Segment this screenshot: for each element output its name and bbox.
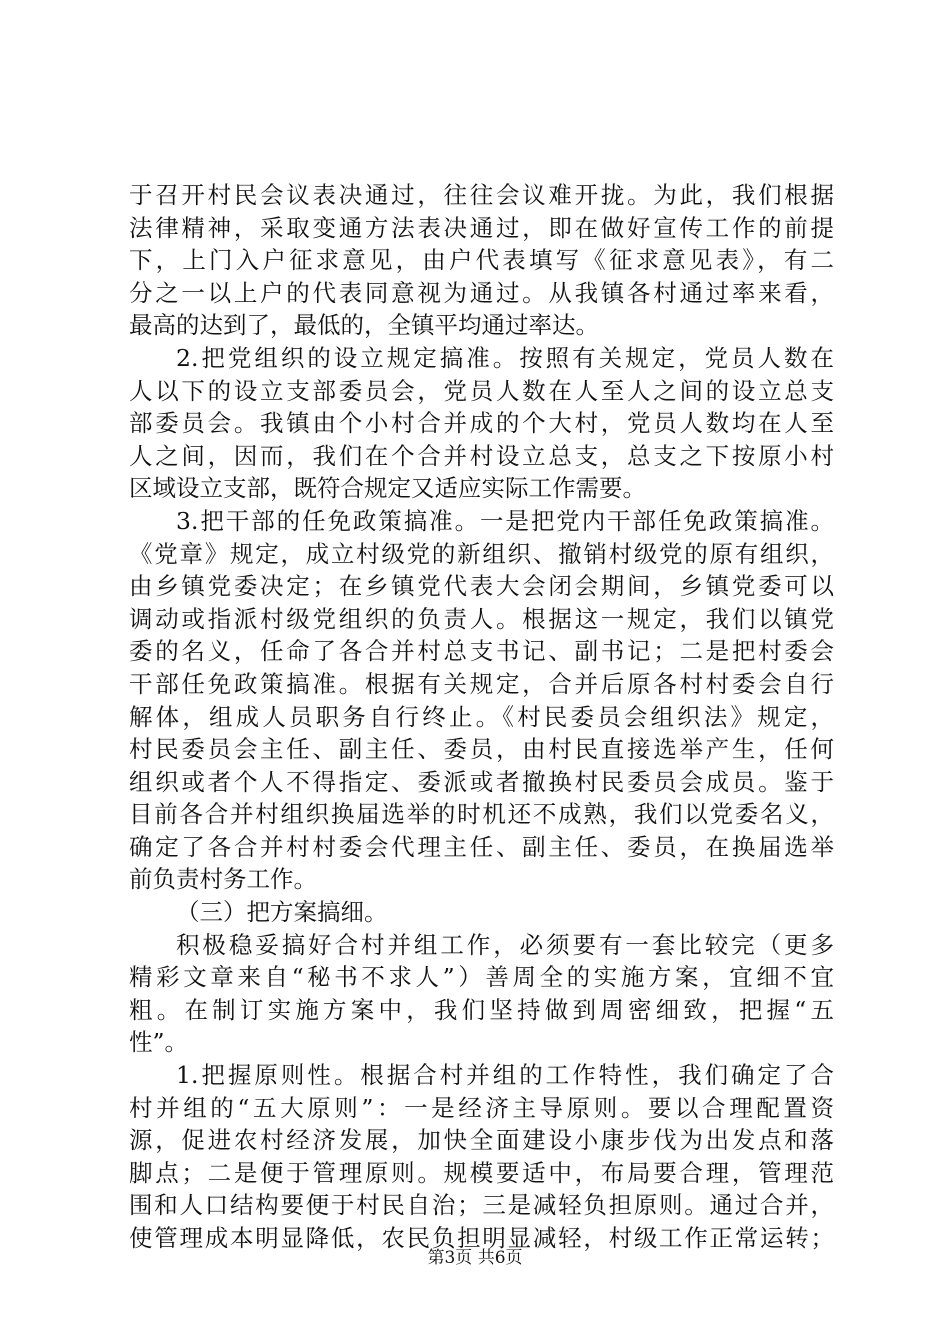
- text-line: 干部任免政策搞准。根据有关规定，合并后原各村村委会自行: [129, 669, 834, 698]
- page-footer: 第3页 共6页: [427, 1248, 523, 1268]
- text-line: 粗。在制订实施方案中，我们坚持做到周密细致，把握“五: [129, 995, 834, 1024]
- text-line: 目前各合并村组织换届选举的时机还不成熟，我们以党委名义，: [129, 800, 834, 829]
- text-line: 分之一以上户的代表同意视为通过。从我镇各村通过率来看，: [129, 278, 834, 307]
- text-line: 下，上门入户征求意见，由户代表填写《征求意见表》，有二: [129, 246, 834, 275]
- text-line: 由乡镇党委决定；在乡镇党代表大会闭会期间，乡镇党委可以: [129, 572, 834, 601]
- text-line: 使管理成本明显降低，农民负担明显减轻，村级工作正常运转；: [129, 1224, 834, 1252]
- text-line: 《党章》规定，成立村级党的新组织、撤销村级党的原有组织，: [129, 539, 834, 568]
- text-line: 确定了各合并村村委会代理主任、副主任、委员，在换届选举: [129, 832, 834, 861]
- text-line: 源，促进农村经济发展，加快全面建设小康步伐为出发点和落: [129, 1126, 834, 1155]
- text-line: 精彩文章来自“秘书不求人”）善周全的实施方案，宜细不宜: [129, 963, 834, 992]
- text-line: 脚点；二是便于管理原则。规模要适中，布局要合理，管理范: [129, 1158, 834, 1187]
- text-line: 村并组的“五大原则”：一是经济主导原则。要以合理配置资: [129, 1093, 834, 1122]
- text-line: 解体，组成人员职务自行终止。《村民委员会组织法》规定，: [129, 702, 834, 731]
- text-line: 人以下的设立支部委员会，党员人数在人至人之间的设立总支: [129, 376, 834, 405]
- text-line: 村民委员会主任、副主任、委员，由村民直接选举产生，任何: [129, 735, 834, 764]
- text-line: 调动或指派村级党组织的负责人。根据这一规定，我们以镇党: [129, 604, 834, 633]
- text-line: 最高的达到了，最低的，全镇平均通过率达。: [129, 311, 599, 340]
- section-heading: （三）把方案搞细。: [176, 898, 388, 927]
- text-line: 于召开村民会议表决通过，往往会议难开拢。为此，我们根据: [129, 181, 834, 209]
- text-line: 3.把干部的任免政策搞准。一是把党内干部任免政策搞准。: [176, 506, 834, 535]
- text-line: 组织或者个人不得指定、委派或者撤换村民委员会成员。鉴于: [129, 767, 834, 796]
- text-line: 部委员会。我镇由个小村合并成的个大村，党员人数均在人至: [129, 409, 834, 438]
- text-line: 委的名义，任命了各合并村总支书记、副书记；二是把村委会: [129, 637, 834, 666]
- text-line: 2.把党组织的设立规定搞准。按照有关规定，党员人数在: [176, 343, 834, 372]
- text-line: 前负责村务工作。: [129, 865, 317, 894]
- text-line: 围和人口结构要便于村民自治；三是减轻负担原则。通过合并，: [129, 1191, 834, 1220]
- text-line: 人之间，因而，我们在个合并村设立总支，总支之下按原小村: [129, 441, 834, 470]
- text-line: 法律精神，采取变通方法表决通过，即在做好宣传工作的前提: [129, 213, 834, 242]
- body-text: [129, 179, 834, 1255]
- text-line: 积极稳妥搞好合村并组工作，必须要有一套比较完（更多: [176, 930, 834, 959]
- text-line: 区域设立支部，既符合规定又适应实际工作需要。: [129, 474, 646, 503]
- text-line: 性”。: [129, 1028, 189, 1057]
- text-line: 1.把握原则性。根据合村并组的工作特性，我们确定了合: [176, 1061, 834, 1090]
